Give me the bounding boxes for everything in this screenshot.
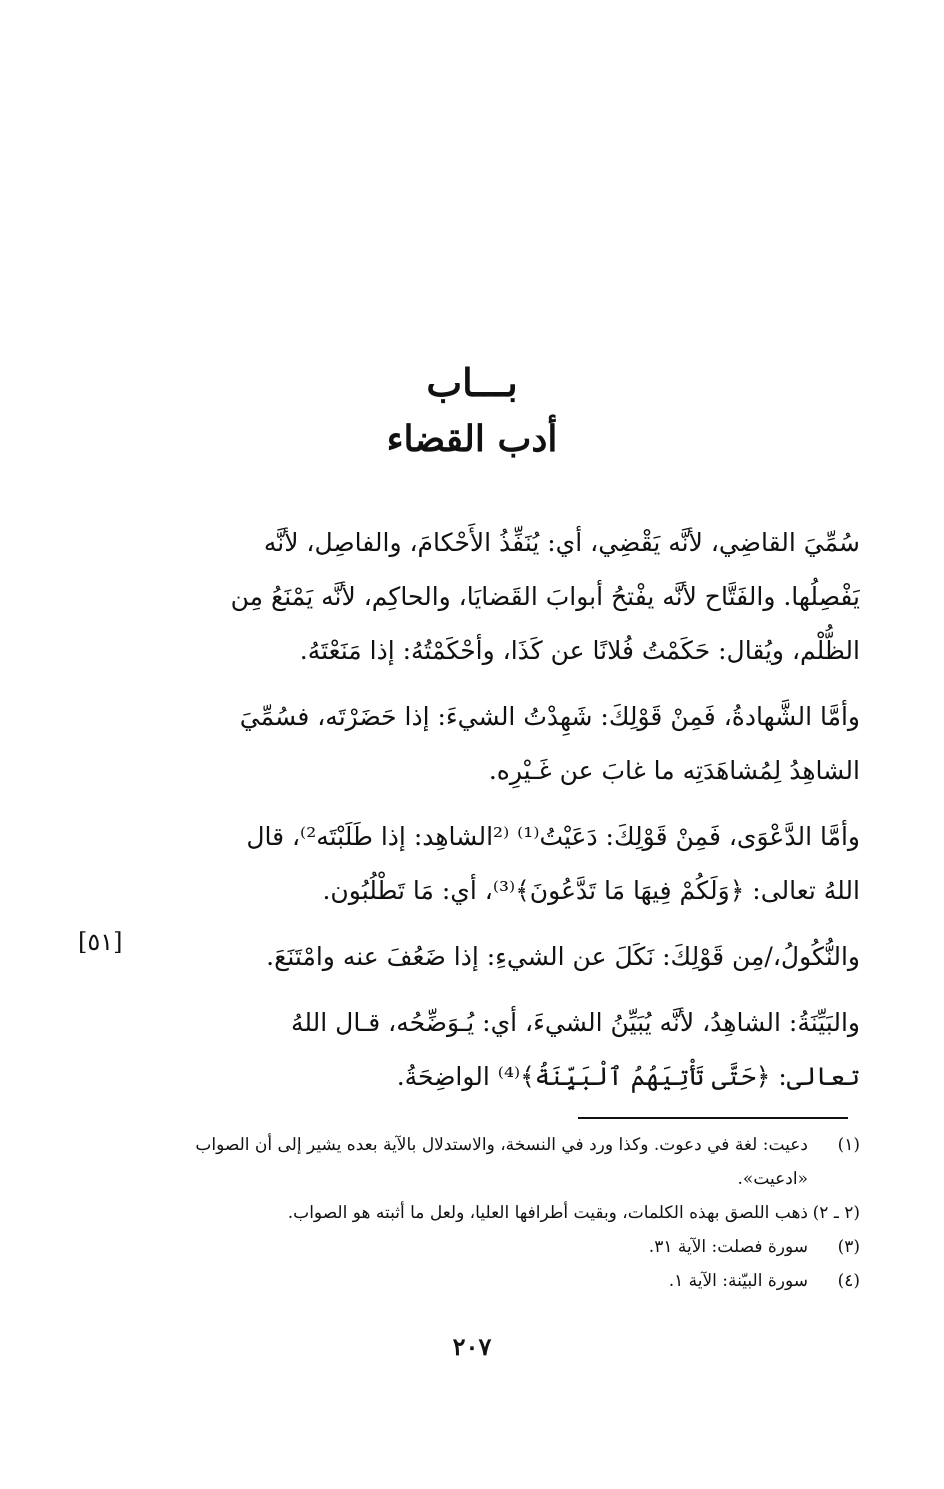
paragraph-dawa <box>140 810 860 918</box>
footnotes <box>140 1128 860 1298</box>
paragraph-qadi <box>140 516 860 678</box>
text-line: وأمَّا الدَّعْوَى، فَمِنْ قَوْلِكَ: دَعَيْتُ⁽¹⁾ ⁽²الشاهِد: إذا طَلَبْتَه²⁾، قال <box>246 822 860 851</box>
footnote-text: ذهب اللصق بهذه الكلمات، وبقيت أطرافها العليا، ولعل ما أثبته هو الصواب. <box>287 1203 808 1223</box>
footnote-number: (٣) <box>837 1237 860 1257</box>
text-line: يَفْصِلُها. والفَتَّاح لأنَّه يفْتحُ أبوابَ القَضايَا، والحاكِم، لأنَّه يَمْنَعُ مِن <box>230 582 860 611</box>
text-line: تعالى: ﴿حَتَّى تَأْتِيَهُمُ ٱلْبَيِّنَةُ﴾⁽⁴⁾ الواضِحَةُ. <box>396 1062 860 1091</box>
footnote-number: (٤) <box>837 1271 860 1291</box>
paragraph-nukul <box>140 930 860 984</box>
text-line: سُمِّيَ القاضِي، لأنَّه يَقْضِي، أي: يُنَفِّذُ الأَحْكامَ، والفاصِل، لأنَّه <box>263 528 860 557</box>
manuscript-folio-marker: [٥١] <box>78 928 123 956</box>
footnote-item <box>140 1196 860 1230</box>
footnote-item <box>140 1128 860 1196</box>
text-line: الشاهِدُ لِمُشاهَدَتِه ما غابَ عن غَـيْرِه. <box>488 756 860 785</box>
text-line: الظُّلْم، ويُقال: حَكَمْتُ فُلانًا عن كَذَا، وأحْكَمْتُهُ: إذا مَنَعْتَهُ. <box>299 636 860 665</box>
chapter-label: بـــاب <box>426 360 518 405</box>
text-line: والبَيِّنَةُ: الشاهِدُ، لأنَّه يُبَيِّنُ الشيءَ، أي: يُـوَضِّحُه، قـال اللهُ <box>290 1008 860 1037</box>
footnote-item <box>140 1230 860 1264</box>
text-line: وأمَّا الشَّهادةُ، فَمِنْ قَوْلِكَ: شَهِدْتُ الشيءَ: إذا حَضَرْتَه، فسُمِّيَ <box>239 702 860 731</box>
footnote-number: (١) <box>837 1135 860 1155</box>
paragraph-bayyina <box>140 996 860 1104</box>
main-text <box>140 516 860 1116</box>
text-line: والنُّكُولُ،/مِن قَوْلِكَ: نَكَلَ عن الشيءِ: إذا ضَعُفَ عنه وامْتَنَعَ. <box>266 942 860 971</box>
footnote-number: (٢ ـ ٢) <box>812 1203 860 1223</box>
footnote-separator <box>578 1117 848 1119</box>
footnote-text: سورة البيّنة: الآية ١. <box>668 1271 808 1291</box>
page-number: ٢٠٧ <box>452 1332 492 1361</box>
text-line: اللهُ تعالى: ﴿وَلَكُمْ فِيهَا مَا تَدَّعُونَ﴾⁽³⁾، أي: مَا تَطْلُبُون. <box>322 876 860 905</box>
footnote-item <box>140 1264 860 1298</box>
paragraph-shahada <box>140 690 860 798</box>
footnote-text: دعيت: لغة في دعوت. وكذا ورد في النسخة، والاستدلال بالآية بعده يشير إلى أن الصواب «ادعيت». <box>195 1135 808 1189</box>
footnote-text: سورة فصلت: الآية ٣١. <box>648 1237 808 1257</box>
chapter-title: أدب القضاء <box>386 418 558 460</box>
